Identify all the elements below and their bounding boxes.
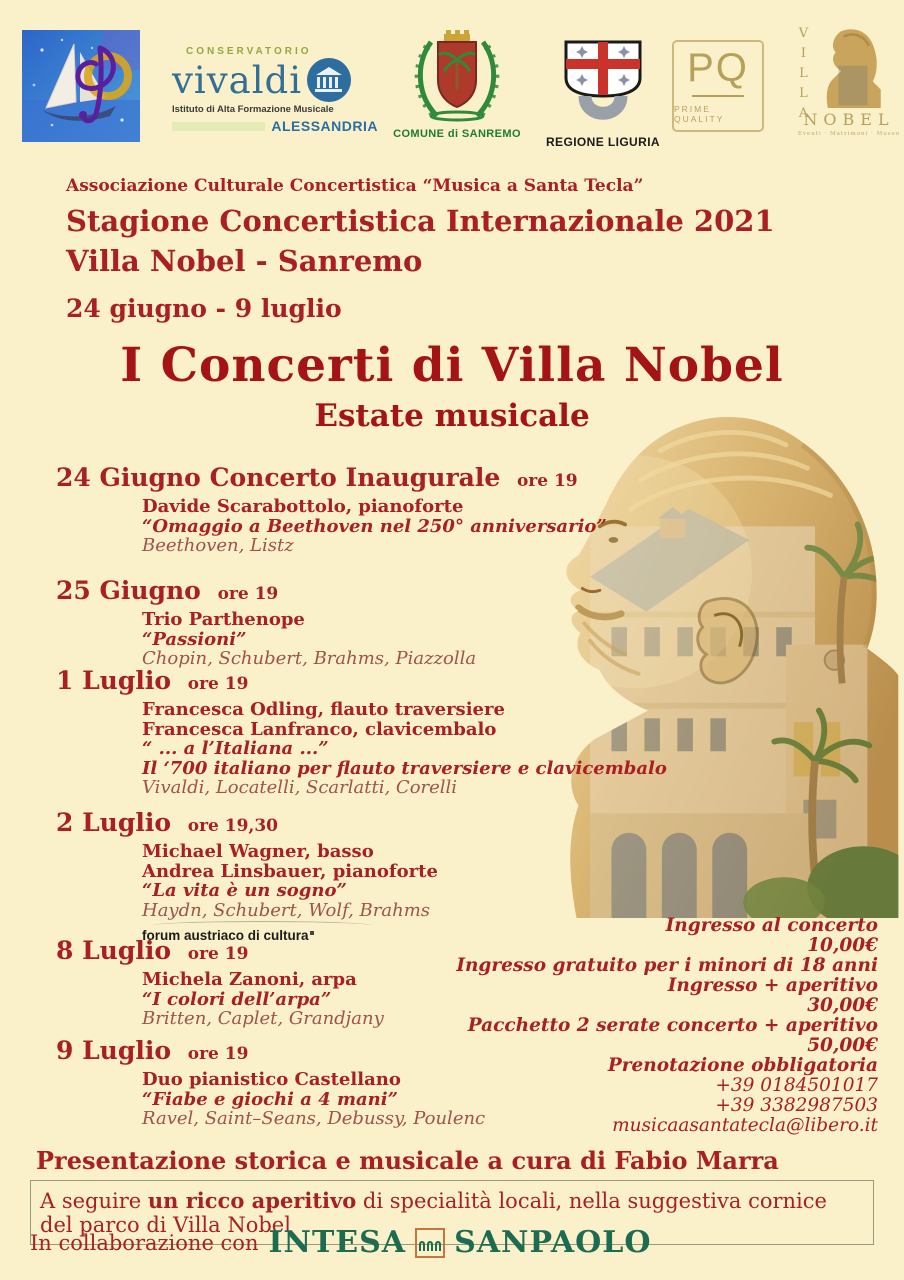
concert-details [142, 700, 667, 798]
concert-heading [56, 1036, 485, 1065]
season-title: Stagione Concertistica Internazionale 2021 [66, 204, 775, 238]
price-line: 50,00€ [807, 1035, 878, 1056]
arch-shape [427, 1241, 433, 1251]
program-title: “Passioni” [142, 628, 247, 650]
pq-monogram: PQ [687, 46, 749, 90]
performer-line: Michael Wagner, basso [142, 841, 374, 862]
concert-details [142, 610, 476, 669]
concert-time: ore 19 [516, 471, 578, 491]
phone-number: +39 0184501017 [715, 1075, 878, 1096]
conservatorio-kicker: CONSERVATORIO [186, 46, 312, 57]
sanpaolo-wordmark: SANPAOLO [454, 1225, 652, 1260]
performer-line: Michela Zanoni, arpa [142, 969, 357, 990]
composers-line: Vivaldi, Locatelli, Scarlatti, Corelli [142, 777, 458, 798]
vivaldi-green-bar [172, 122, 265, 131]
liguria-caption: REGIONE LIGURIA [545, 135, 660, 149]
concert-details [142, 497, 607, 556]
association-line: Associazione Culturale Concertistica “Musica a Santa Tecla” [66, 176, 644, 196]
villa-vertical-text: VILLA [796, 26, 811, 126]
villa-nobel-logo [796, 26, 902, 146]
booking-email: musicaasantatecla@libero.it [612, 1115, 878, 1136]
price-line: Pacchetto 2 serate concerto + aperitivo [467, 1015, 878, 1036]
vivaldi-wordmark: vivaldi [172, 58, 303, 102]
sanremo-caption: COMUNE di SANREMO [393, 128, 521, 140]
venue-line: Villa Nobel - Sanremo [66, 244, 423, 278]
sailboat-painting-icon [22, 30, 140, 142]
nobel-wordmark: NOBEL [803, 110, 895, 129]
collaboration-row [30, 1225, 652, 1260]
forum-austriaco-text: forum austriaco di cultura [142, 928, 309, 943]
composers-line: Haydn, Schubert, Wolf, Brahms [142, 899, 431, 921]
concert-details [142, 970, 384, 1029]
villa-nobel-tagline: Eventi · Matrimoni · Museo [797, 131, 901, 137]
phone-number: +39 3382987503 [715, 1095, 878, 1116]
concert-2-luglio [56, 808, 438, 943]
price-line: Ingresso gratuito per i minori di 18 anni [456, 955, 878, 976]
sanremo-crest-icon [407, 28, 507, 122]
presentation-line: Presentazione storica e musicale a cura di Fabio Marra [36, 1146, 779, 1175]
concert-time: ore 19 [187, 1044, 249, 1064]
performer-line: Davide Scarabottolo, pianoforte [142, 496, 464, 517]
concert-date: 2 Luglio [56, 808, 172, 837]
concert-heading [56, 576, 476, 605]
composers-line: Chopin, Schubert, Brahms, Piazzolla [142, 648, 477, 669]
pq-caption: PRIME QUALITY [674, 104, 725, 124]
composers-line: Beethoven, Listz [142, 535, 294, 556]
program-title: “I colori dell’arpa” [142, 988, 332, 1010]
performer-line: Francesca Odling, flauto traversiere [142, 699, 505, 720]
intesa-wordmark: INTESA [268, 1225, 407, 1260]
program-subtitle: Il ‘700 italiano per flauto traversiere e clavicembalo [142, 757, 667, 779]
price-line: 30,00€ [807, 995, 878, 1016]
concert-time: ore 19,30 [187, 816, 278, 836]
concert-heading [56, 808, 438, 837]
concert-9-luglio [56, 1036, 485, 1129]
program-title: “La vita è un sogno” [142, 880, 347, 901]
price-line: 10,00€ [807, 935, 878, 956]
composers-line: Britten, Caplet, Grandjany [142, 1008, 384, 1029]
concert-heading [56, 463, 607, 492]
poster-subtitle: Estate musicale [314, 398, 590, 434]
concert-date: 9 Luglio [56, 1036, 172, 1065]
aperitivo-text-bold: un ricco aperitivo [147, 1188, 357, 1213]
intesa-sanpaolo-arches-icon [415, 1228, 445, 1258]
concert-time: ore 19 [217, 584, 279, 604]
composers-line: Ravel, Saint–Seans, Debussy, Poulenc [142, 1108, 486, 1129]
logo-row [0, 0, 904, 170]
prime-quality-logo [672, 40, 764, 132]
arch-shape [435, 1241, 441, 1251]
price-line: Ingresso + aperitivo [667, 975, 878, 996]
vivaldi-building-icon [306, 57, 352, 103]
program-title: “ ... a l’Italiana ...” [142, 738, 329, 759]
performer-line: Trio Parthenope [142, 609, 305, 630]
concert-1-luglio [56, 666, 667, 798]
concert-date: 8 Luglio [56, 936, 172, 965]
concert-time: ore 19 [187, 674, 249, 694]
performer-line: Andrea Linsbauer, pianoforte [142, 860, 438, 882]
poster-title: I Concerti di Villa Nobel [120, 338, 784, 393]
arch-shape [419, 1241, 425, 1251]
concert-date: 1 Luglio [56, 666, 172, 695]
performer-line: Francesca Lanfranco, clavicembalo [142, 718, 497, 740]
program-title: “Omaggio a Beethoven nel 250° anniversario” [142, 515, 607, 537]
aperitivo-text-pre: A seguire [40, 1189, 148, 1213]
concert-time: ore 19 [187, 944, 249, 964]
price-line: Ingresso al concerto [665, 915, 878, 936]
concert-details [142, 1070, 485, 1129]
concert-details [142, 842, 438, 920]
program-title: “Fiabe e giochi a 4 mani” [142, 1088, 398, 1110]
forum-logo-mark [310, 931, 314, 935]
concert-25-giugno [56, 576, 476, 669]
vivaldi-city: ALESSANDRIA [271, 118, 378, 134]
vivaldi-subtitle: Istituto di Alta Formazione Musicale [172, 104, 334, 115]
pricing-block [456, 916, 878, 1136]
comune-sanremo-logo [392, 28, 522, 140]
conservatorio-vivaldi-logo [172, 46, 378, 134]
date-range: 24 giugno - 9 luglio [66, 294, 342, 323]
pq-divider [692, 95, 744, 97]
collaboration-label: In collaborazione con [30, 1231, 259, 1255]
regione-liguria-logo [544, 36, 662, 149]
concert-date: 24 Giugno [56, 463, 201, 492]
aperitivo-text-post: di specialità locali, nella suggestiva cornice del parco di Villa Nobel [40, 1189, 827, 1237]
concert-heading [56, 666, 667, 695]
concert-heading [56, 936, 384, 965]
concert-24-giugno [56, 463, 607, 556]
concert-8-luglio [56, 936, 384, 1029]
forum-swoosh-line [152, 921, 372, 930]
liguria-shield-icon [558, 36, 648, 128]
concert-extra-title: Concerto Inaugurale [209, 463, 501, 492]
booking-required-line: Prenotazione obbligatoria [607, 1055, 878, 1076]
villa-nobel-head-icon [810, 26, 888, 108]
performer-line: Duo pianistico Castellano [142, 1069, 401, 1090]
concert-date: 25 Giugno [56, 576, 201, 605]
